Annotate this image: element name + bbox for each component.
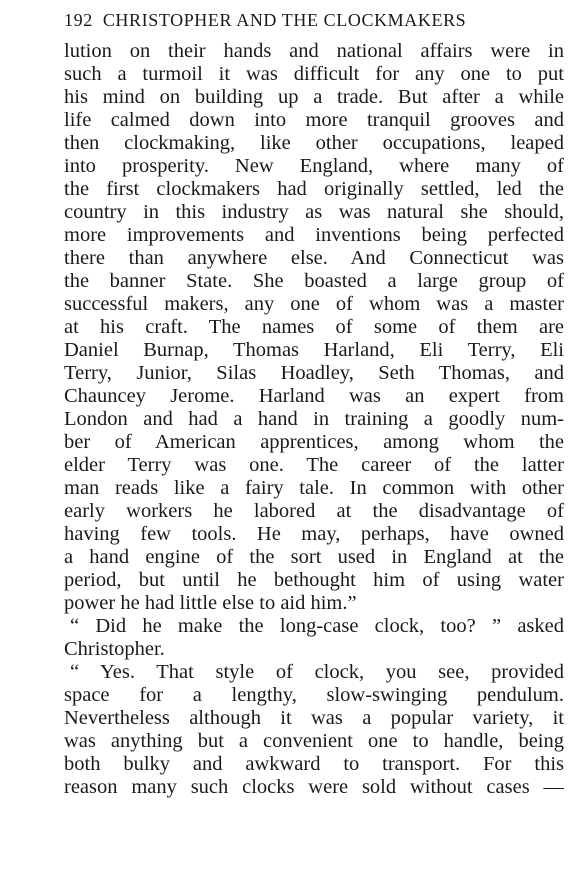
- text-line: his mind on building up a trade. But after a while: [64, 86, 564, 108]
- text-line: the first clockmakers had originally settled, led the: [64, 178, 564, 200]
- text-line: such a turmoil it was difficult for any one to put: [64, 63, 564, 85]
- text-line: power he had little else to aid him.”: [64, 592, 357, 614]
- text-line: period, but until he bethought him of using water: [64, 569, 564, 591]
- running-head: [64, 10, 564, 31]
- page-number: 192: [64, 10, 93, 30]
- text-line: was anything but a convenient one to handle, being: [64, 730, 564, 752]
- text-line: elder Terry was one. The career of the latter: [64, 454, 564, 476]
- text-line: more improvements and inventions being perfected: [64, 224, 564, 246]
- text-line: Terry, Junior, Silas Hoadley, Seth Thomas, and: [64, 362, 564, 384]
- text-line: Nevertheless although it was a popular variety, it: [64, 707, 564, 729]
- text-line: into prosperity. New England, where many of: [64, 155, 564, 177]
- text-line: at his craft. The names of some of them are: [64, 316, 564, 338]
- text-line: early workers he labored at the disadvantage of: [64, 500, 564, 522]
- text-line: “ Yes. That style of clock, you see, provided: [70, 661, 564, 683]
- text-line: Christopher.: [64, 638, 165, 660]
- text-line: man reads like a fairy tale. In common with other: [64, 477, 564, 499]
- running-title: CHRISTOPHER AND THE CLOCKMAKERS: [102, 10, 467, 30]
- text-line: ber of American apprentices, among whom the: [64, 431, 564, 453]
- text-line: reason many such clocks were sold without cases —: [64, 776, 564, 798]
- text-line: the banner State. She boasted a large group of: [64, 270, 564, 292]
- text-line: having few tools. He may, perhaps, have owned: [64, 523, 564, 545]
- text-line: life calmed down into more tranquil grooves and: [64, 109, 564, 131]
- text-line: both bulky and awkward to transport. For this: [64, 753, 564, 775]
- body-text: [64, 40, 564, 799]
- text-line: Daniel Burnap, Thomas Harland, Eli Terry, Eli: [64, 339, 564, 361]
- text-line: Chauncey Jerome. Harland was an expert from: [64, 385, 564, 407]
- text-line: then clockmaking, like other occupations, leaped: [64, 132, 564, 154]
- text-line: successful makers, any one of whom was a master: [64, 293, 564, 315]
- text-line: lution on their hands and national affairs were in: [64, 40, 564, 62]
- text-line: a hand engine of the sort used in England at the: [64, 546, 564, 568]
- text-line: space for a lengthy, slow-swinging pendulum.: [64, 684, 564, 706]
- text-line: country in this industry as was natural she should,: [64, 201, 564, 223]
- text-line: “ Did he make the long-case clock, too? ” asked: [70, 615, 564, 637]
- text-line: London and had a hand in training a goodly num-: [64, 408, 564, 430]
- text-line: there than anywhere else. And Connecticut was: [64, 247, 564, 269]
